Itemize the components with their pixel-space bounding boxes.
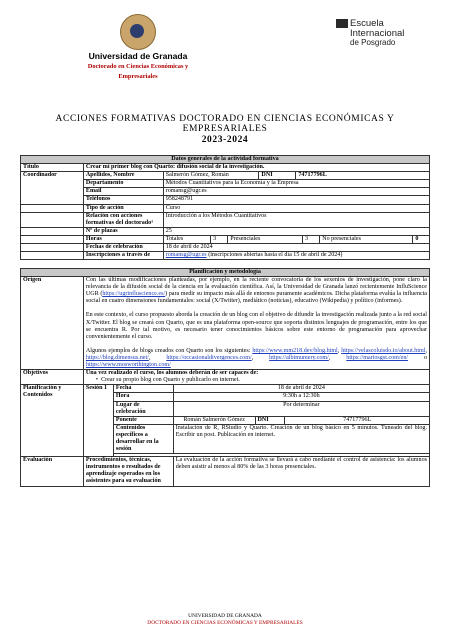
fecha-label: Fecha bbox=[113, 385, 173, 393]
blog-link-2[interactable]: https://velascoluisdo.io/about.html bbox=[341, 347, 426, 354]
fechas-value: 18 de abril de 2024 bbox=[163, 244, 429, 252]
inscripciones-note: (inscripciones abiertas hasta el día 15 de abril de 2024) bbox=[206, 252, 343, 259]
hora-value: 9:30h a 12:30h bbox=[173, 393, 429, 401]
doc-title-year: 2023-2024 bbox=[201, 135, 249, 145]
ponente-value: Román Salmerón Gómez bbox=[173, 416, 255, 424]
relacion-value: Introducción a los Métodos Cuantitativos bbox=[163, 212, 429, 227]
telefonos-label: Teléfonos bbox=[83, 196, 163, 204]
coordinador-label: Coordinador bbox=[21, 172, 84, 204]
objetivos-label: Objetivos bbox=[21, 370, 84, 385]
doc-title-line1: ACCIONES FORMATIVAS DOCTORADO EN CIENCIAS ECONÓMICAS Y bbox=[55, 114, 395, 124]
general-heading: Datos generales de la actividad formativa bbox=[21, 156, 430, 164]
blog-link-7[interactable]: https://www.mosworthington.com/ bbox=[85, 362, 171, 369]
dni-label: DNI bbox=[259, 172, 296, 180]
planificacion-label: Planificación y Contenidos bbox=[21, 385, 84, 457]
footer-university: UNIVERSIDAD DE GRANADA bbox=[188, 613, 262, 619]
blog-link-4[interactable]: https://occasionaldivergences.com/ bbox=[166, 354, 252, 361]
lugar-value: Por determinar bbox=[173, 401, 429, 416]
tipo-label: Tipo de acción bbox=[83, 204, 163, 212]
hora-label: Hora bbox=[113, 393, 173, 401]
program-name-line1: Doctorado en Ciencias Económicas y bbox=[87, 63, 189, 70]
horas-breakdown bbox=[164, 236, 429, 243]
objetivos-intro: Una vez realizado el curso, los alumnos deberán de ser capaces de: bbox=[85, 370, 259, 377]
nopresenciales-value: 0 bbox=[413, 236, 429, 243]
evaluacion-label: Evaluación bbox=[21, 457, 84, 486]
apellidos-label: Apellidos, Nombre bbox=[83, 172, 163, 180]
origen-paragraph-1: Con las últimas modificaciones planteadas, por ejemplo, en la reciente convocatoria de los sexenios de investigación, pone claro la relevancia de la difusión social de la ciencia en la evaluación científica. Así, la Universidad de Granada lanzó recientemente InfluScience UGR (https://ugrinfluscience.es/) para medir su impacto más allá de entornos puramente académicos. Dicha plataforma evalúa la influencia social en cuatro dimensiones fundamentales: social (X/Twitter), mediático (noticias), educativo (Wikipedia) y político (informes). bbox=[85, 277, 427, 305]
dni-value: 74717796L bbox=[296, 172, 430, 180]
inscripciones-label: Inscripciones a través de bbox=[83, 252, 163, 260]
origen-paragraph-3: Algunos ejemplos de blogs creados con Quarto son los siguientes: https://www.mm218.dev/blog.html, https://velascoluisdo.io/about.html, https://blog.dimensus.net/, https://occasionaldivergences.com/, https://albimumery.com/, https://mariosgst.com/en/ o https://www.mosworthington.com/ bbox=[85, 347, 428, 369]
university-name: Universidad de Granada bbox=[88, 51, 188, 61]
lugar-label: Lugar de celebración bbox=[113, 401, 173, 416]
program-name-line2: Empresariales bbox=[118, 73, 158, 80]
ponente-label: Ponente bbox=[113, 416, 173, 424]
departamento-value: Métodos Cuantitativos para la Economía y la Empresa bbox=[163, 180, 429, 188]
planning-table bbox=[20, 268, 430, 487]
plan-heading: Planificación y metodología bbox=[21, 269, 430, 277]
totales-label: Totales bbox=[164, 236, 211, 243]
doc-title-line2: EMPRESARIALES bbox=[182, 124, 268, 134]
blog-link-3[interactable]: https://blog.dimensus.net/ bbox=[85, 354, 149, 361]
eip-mark-icon bbox=[336, 19, 348, 28]
email-label: Email bbox=[83, 188, 163, 196]
evaluacion-value: La evaluación de la acción formativa se llevará a cabo mediante el control de asistencia: los alumnos deben asistir al menos al 80% de las 3 horas presenciales. bbox=[173, 457, 429, 486]
email-value: romansg@ugr.es bbox=[163, 188, 429, 196]
sesion-label: Sesión 1 bbox=[83, 385, 113, 457]
relacion-label: Relación con acciones formativas del doctorado¹ bbox=[83, 212, 163, 227]
school-line2: Internacional bbox=[350, 27, 405, 39]
university-header bbox=[58, 14, 218, 81]
titulo-value: Crear mi primer blog con Quarto: difusión social de la investigación. bbox=[83, 164, 429, 172]
blog-link-1[interactable]: https://www.mm218.dev/blog.html bbox=[252, 347, 338, 354]
origen-label: Origen bbox=[21, 277, 84, 370]
horas-label: Horas bbox=[83, 235, 163, 243]
nopresenciales-label: No presenciales bbox=[320, 236, 413, 243]
evaluacion-criteria-label: Procedimientos, técnicas, instrumentos o resultados de aprendizaje esperados en los asistentes para su evaluación bbox=[83, 457, 173, 486]
blog-link-6[interactable]: https://mariosgst.com/en/ bbox=[346, 354, 409, 361]
university-seal-logo bbox=[120, 14, 156, 50]
origen-paragraph-2: En este contexto, el curso propuesto aborda la creación de un blog con el objetivo de difundir la investigación realizada junto a la red social X/Twitter. El blog se creará con Quarto, que es una plataforma open-source que soporta distintos lenguajes de programación, entre los que se encuentra R. Por tal motivo, es necesario tener conocimientos básicos sobre este entorno de programación para aprovechar convenientemente el curso. bbox=[85, 312, 427, 340]
school-line1: Escuela bbox=[350, 18, 384, 30]
fecha-value: 18 de abril de 2024 bbox=[173, 385, 429, 393]
contenidos-label: Contenidos específicos a desarrollar en la sesión bbox=[113, 424, 173, 453]
titulo-label: Título bbox=[21, 164, 84, 172]
plazas-label: Nº de plazas bbox=[83, 227, 163, 235]
footer-program: DOCTORADO EN CIENCIAS ECONÓMICAS Y EMPRESARIALES bbox=[147, 620, 303, 626]
ponente-dni-label: DNI bbox=[255, 416, 285, 424]
tipo-value: Curso bbox=[163, 204, 429, 212]
objetivos-bullet: • Crear su propio blog con Quarto y publicarlo en internet. bbox=[95, 377, 240, 384]
fechas-label: Fechas de celebración bbox=[83, 244, 163, 252]
presenciales-value: 3 bbox=[303, 236, 320, 243]
school-line3: de Posgrado bbox=[350, 38, 396, 48]
ponente-dni-value: 74717796L bbox=[285, 416, 430, 424]
departamento-label: Departamento bbox=[83, 180, 163, 188]
blog-link-5[interactable]: https://albimumery.com/ bbox=[269, 354, 329, 361]
totales-value: 3 bbox=[211, 236, 228, 243]
inscripciones-email-link[interactable]: romansg@ugr.es bbox=[165, 252, 207, 259]
origen-text bbox=[83, 277, 429, 370]
general-data-table bbox=[20, 155, 430, 260]
plazas-value: 25 bbox=[163, 227, 429, 235]
presenciales-label: Presenciales bbox=[228, 236, 303, 243]
apellidos-value: Salmerón Gómez, Román bbox=[163, 172, 259, 180]
contenidos-value: Instalación de R, RStudio y Quarto. Creación de un blog básico en 5 minutos. Tuneado del blog. Escribir un post. Publicación en internet. bbox=[173, 424, 429, 453]
influscience-link[interactable]: https://ugrinfluscience.es/ bbox=[102, 291, 166, 298]
school-logo bbox=[336, 19, 446, 48]
telefonos-value: 958248791 bbox=[163, 196, 429, 204]
